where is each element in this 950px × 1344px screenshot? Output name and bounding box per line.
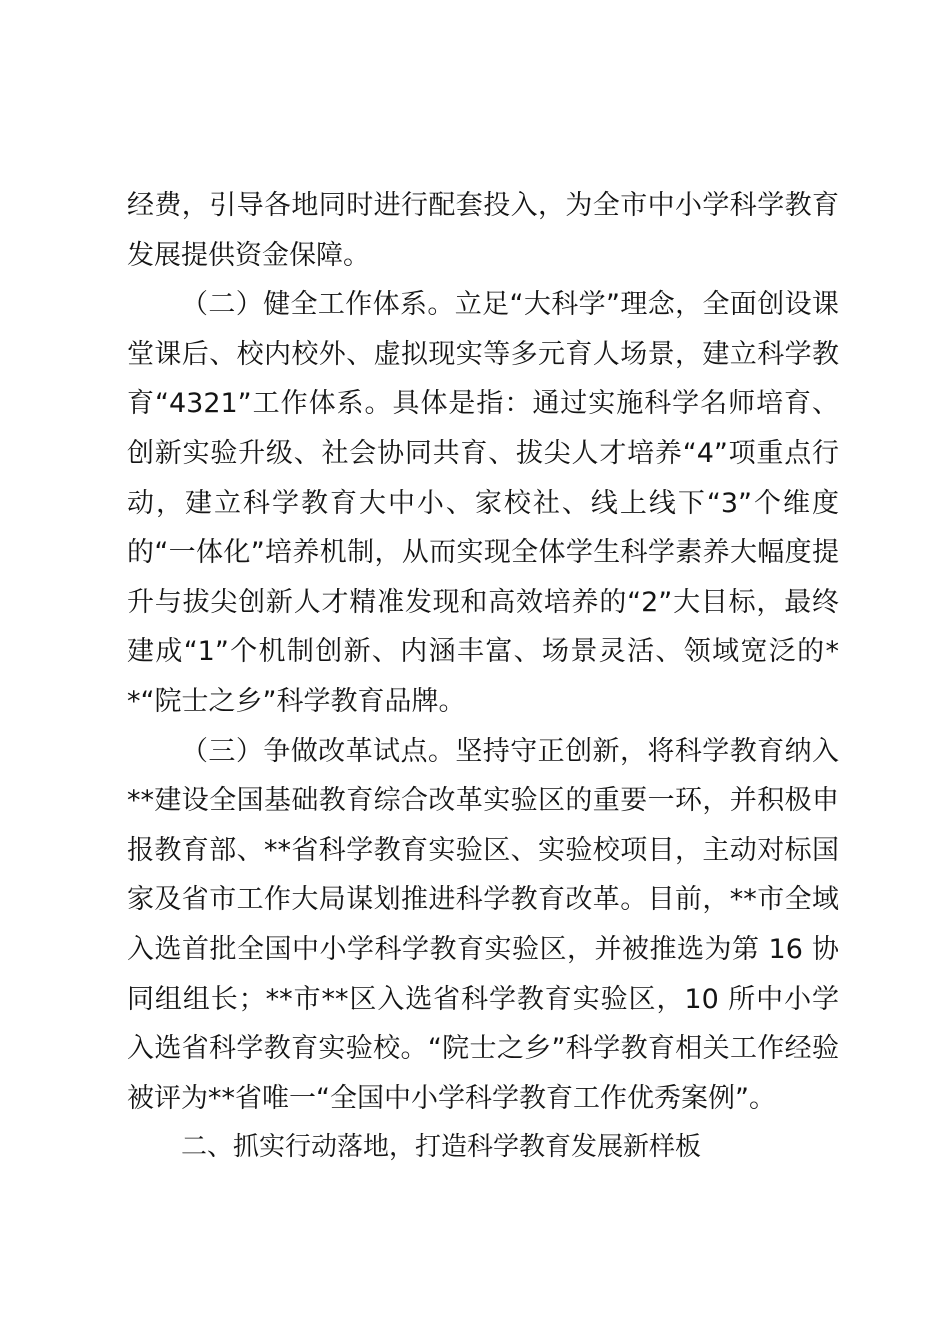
document-body [127,181,839,1173]
paragraph-continuation: 经费，引导各地同时进行配套投入，为全市中小学科学教育发展提供资金保障。 [127,190,839,271]
paragraph-section-two: （二）健全工作体系。立足“大科学”理念，全面创设课堂课后、校内校外、虚拟现实等多元育人场景，建立科学教育“4321”工作体系。具体是指：通过实施科学名师培育、创新实验升级、社会协同共育、拔尖人才培养“4”项重点行动，建立科学教育大中小、家校社、线上线下“3”个维度的“一体化”培养机制，从而实现全体学生科学素养大幅度提升与拔尖创新人才精准发现和高效培养的“2”大目标，最终建成“1”个机制创新、内涵丰富、场景灵活、领域宽泛的**“院士之乡”科学教育品牌。 [127,289,839,717]
section-heading: 二、抓实行动落地，打造科学教育发展新样板 [181,1132,702,1163]
paragraph-section-three: （三）争做改革试点。坚持守正创新，将科学教育纳入**建设全国基础教育综合改革实验区的重要一环，并积极申报教育部、**省科学教育实验区、实验校项目，主动对标国家及省市工作大局谋划推进科学教育改革。目前，**市全域入选首批全国中小学科学教育实验区，并被推选为第 16 协同组组长；**市**区入选省科学教育实验区，10 所中小学入选省科学教育实验校。“院士之乡”科学教育相关工作经验被评为**省唯一“全国中小学科学教育工作优秀案例”。 [127,735,839,1114]
